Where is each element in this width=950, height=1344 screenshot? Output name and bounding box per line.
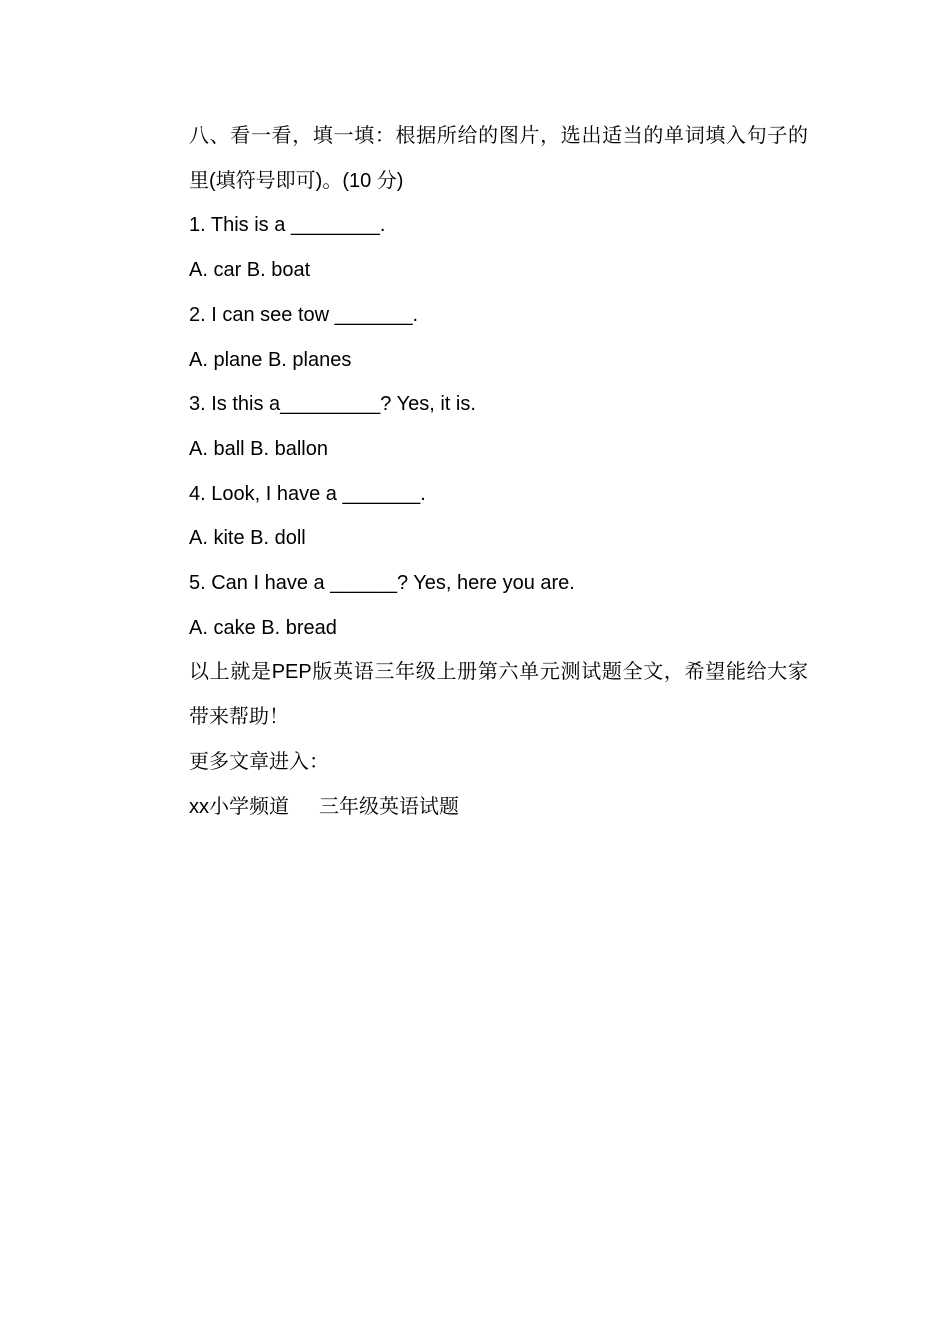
question-3-options: A. ball B. ballon — [189, 437, 328, 460]
question-3: 3. Is this a_________? Yes, it is. — [189, 393, 476, 416]
link-primary-channel[interactable]: xx小学频道 — [189, 795, 289, 818]
more-articles-label: 更多文章进入： — [189, 750, 329, 773]
instruction-text: 八、看一看，填一填：根据所给的图片，选出适当的单词填入句子的 里(填符号即可)。(10 分) — [189, 125, 808, 192]
link-grade3-english-tests[interactable]: 三年级英语试题 — [319, 795, 459, 818]
question-4-options: A. kite B. doll — [189, 527, 306, 550]
question-5-options: A. cake B. bread — [189, 616, 337, 639]
question-4: 4. Look, I have a _______. — [189, 482, 426, 505]
question-1: 1. This is a ________. — [189, 214, 386, 237]
question-1-options: A. car B. boat — [189, 259, 311, 282]
question-2: 2. I can see tow _______. — [189, 303, 419, 326]
document-body — [145, 114, 808, 829]
related-links — [145, 785, 808, 830]
conclusion-text: 以上就是PEP版英语三年级上册第六单元测试题全文，希望能给大家带来帮助！ — [189, 661, 808, 729]
question-5: 5. Can I have a ______? Yes, here you are. — [189, 572, 575, 595]
question-2-options: A. plane B. planes — [189, 348, 352, 371]
